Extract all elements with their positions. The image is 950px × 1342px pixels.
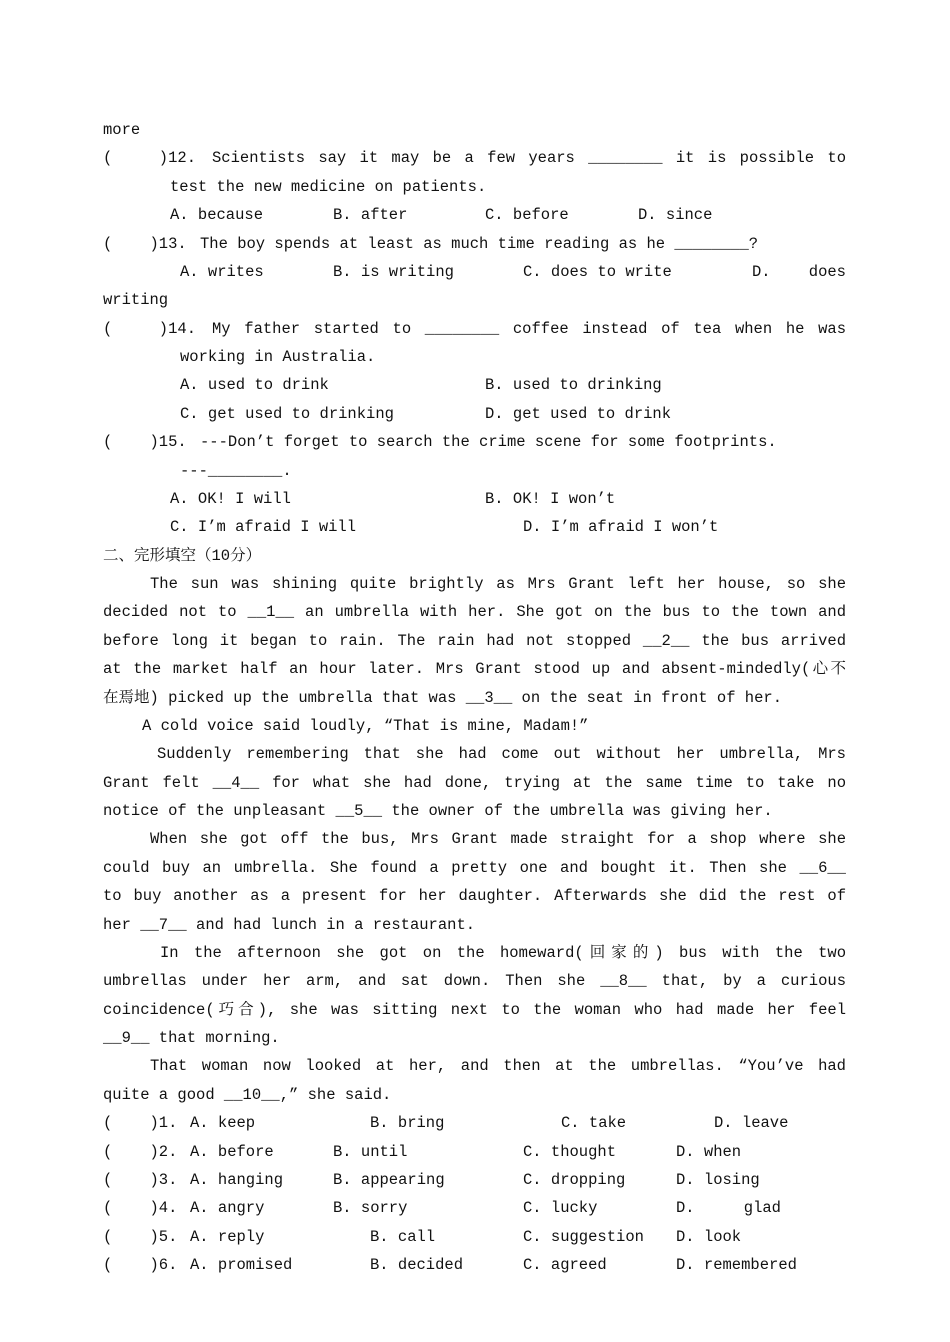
question-13-option-b: B. is writing xyxy=(333,262,454,281)
passage-line: umbrellas under her arm, and sat down. Then she __8__ that, by a curious xyxy=(103,972,846,991)
cloze-1-option-c: C. take xyxy=(561,1114,627,1133)
cloze-5-number: ( )5. xyxy=(103,1227,178,1246)
question-13-option-a: A. writes xyxy=(180,262,264,281)
cloze-4-option-a: A. angry xyxy=(190,1199,265,1218)
cloze-6-option-c: C. agreed xyxy=(523,1256,607,1274)
passage-line: When she got off the bus, Mrs Grant made straight for a shop where she xyxy=(150,830,846,849)
question-14-number: ( )14. xyxy=(103,319,197,338)
question-14-option-d: D. get used to drink xyxy=(485,404,672,423)
cloze-1-option-a: A. keep xyxy=(190,1114,256,1133)
section-heading: 二、完形填空（10分） xyxy=(103,546,262,565)
passage-line: In the afternoon she got on the homeward(回家的) bus with the two xyxy=(160,943,846,962)
passage-line: A cold voice said loudly, “That is mine, Madam!” xyxy=(142,716,589,735)
question-15-number: ( )15. xyxy=(103,433,187,452)
passage-line: That woman now looked at her, and then at the umbrellas. “You’ve had xyxy=(150,1057,846,1076)
passage-line: 在焉地) picked up the umbrella that was __3__ on the seat in front of her. xyxy=(103,688,783,707)
question-14-stem-line-1: My father started to ________ coffee instead of tea when he was xyxy=(212,319,846,338)
cloze-5-option-d: D. look xyxy=(676,1227,742,1246)
cloze-5-option-a: A. reply xyxy=(190,1227,265,1246)
question-12-stem-line-2: test the new medicine on patients. xyxy=(170,177,487,196)
cloze-2-option-c: C. thought xyxy=(523,1142,617,1161)
cloze-4-option-b: B. sorry xyxy=(333,1199,408,1218)
question-12-option-d: D. since xyxy=(638,206,713,225)
cloze-3-option-b: B. appearing xyxy=(333,1170,445,1189)
cloze-4-option-c: C. lucky xyxy=(523,1199,598,1218)
question-14-option-b: B. used to drinking xyxy=(485,376,662,395)
cloze-3-number: ( )3. xyxy=(103,1170,178,1189)
cloze-3-option-a: A. hanging xyxy=(190,1170,284,1189)
cloze-2-option-a: A. before xyxy=(190,1142,274,1161)
question-12-option-c: C. before xyxy=(485,206,569,225)
question-14-stem-line-2: working in Australia. xyxy=(180,348,376,366)
question-13-option-d-wrap: writing xyxy=(103,291,169,310)
question-12-number: ( )12. xyxy=(103,149,197,168)
question-15-stem-line-2: ---________. xyxy=(180,461,292,480)
continuation-text: more xyxy=(103,121,141,139)
passage-line: decided not to __1__ an umbrella with her. She got on the bus to the town and xyxy=(103,603,846,622)
passage-line: her __7__ and had lunch in a restaurant. xyxy=(103,915,476,934)
question-13-stem-line-1: The boy spends at least as much time reading as he ________? xyxy=(200,234,759,253)
cloze-2-option-d: D. when xyxy=(676,1142,742,1161)
passage-line: before long it began to rain. The rain had not stopped __2__ the bus arrived xyxy=(103,631,846,650)
passage-line: Suddenly remembering that she had come out without her umbrella, Mrs xyxy=(157,745,846,764)
question-12-option-b: B. after xyxy=(333,206,408,225)
question-15-option-c: C. I’m afraid I will xyxy=(170,518,357,537)
question-14-option-a: A. used to drink xyxy=(180,376,329,395)
question-12-option-a: A. because xyxy=(170,206,264,225)
cloze-2-option-b: B. until xyxy=(333,1142,408,1161)
cloze-1-number: ( )1. xyxy=(103,1114,178,1133)
question-15-option-b: B. OK! I won’t xyxy=(485,489,616,508)
cloze-6-number: ( )6. xyxy=(103,1256,178,1274)
cloze-4-option-d: D. glad xyxy=(676,1199,781,1218)
cloze-1-option-b: B. bring xyxy=(370,1114,445,1133)
question-13-number: ( )13. xyxy=(103,234,187,253)
passage-line: at the market half an hour later. Mrs Grant stood up and absent-mindedly(心不 xyxy=(103,660,846,679)
question-14-option-c: C. get used to drinking xyxy=(180,404,394,423)
cloze-5-option-b: B. call xyxy=(370,1227,436,1246)
passage-line: Grant felt __4__ for what she had done, trying at the same time to take no xyxy=(103,773,846,792)
question-13-option-c: C. does to write xyxy=(523,262,672,281)
passage-line: could buy an umbrella. She found a pretty one and bought it. Then she __6__ xyxy=(103,858,846,877)
cloze-2-number: ( )2. xyxy=(103,1142,178,1161)
cloze-6-option-a: A. promised xyxy=(190,1256,293,1274)
question-15-option-d: D. I’m afraid I won’t xyxy=(523,518,719,537)
question-15-stem-line-1: ---Don’t forget to search the crime scene for some footprints. xyxy=(200,433,777,452)
cloze-6-option-d: D. remembered xyxy=(676,1256,797,1274)
passage-line: __9__ that morning. xyxy=(103,1029,280,1047)
passage-line: to buy another as a present for her daughter. Afterwards she did the rest of xyxy=(103,887,846,906)
question-12-stem-line-1: Scientists say it may be a few years ________ it is possible to xyxy=(212,149,846,168)
passage-line: quite a good __10__,” she said. xyxy=(103,1085,392,1104)
passage-line: notice of the unpleasant __5__ the owner of the umbrella was giving her. xyxy=(103,802,773,820)
cloze-6-option-b: B. decided xyxy=(370,1256,464,1274)
cloze-3-option-d: D. losing xyxy=(676,1170,760,1189)
question-13-option-d: D. does xyxy=(752,262,846,281)
cloze-5-option-c: C. suggestion xyxy=(523,1227,644,1246)
question-15-option-a: A. OK! I will xyxy=(170,489,291,508)
passage-line: The sun was shining quite brightly as Mrs Grant left her house, so she xyxy=(150,575,846,593)
cloze-4-number: ( )4. xyxy=(103,1199,178,1218)
cloze-1-option-d: D. leave xyxy=(714,1114,789,1133)
cloze-3-option-c: C. dropping xyxy=(523,1170,626,1189)
passage-line: coincidence(巧合), she was sitting next to the woman who had made her feel xyxy=(103,1000,846,1019)
